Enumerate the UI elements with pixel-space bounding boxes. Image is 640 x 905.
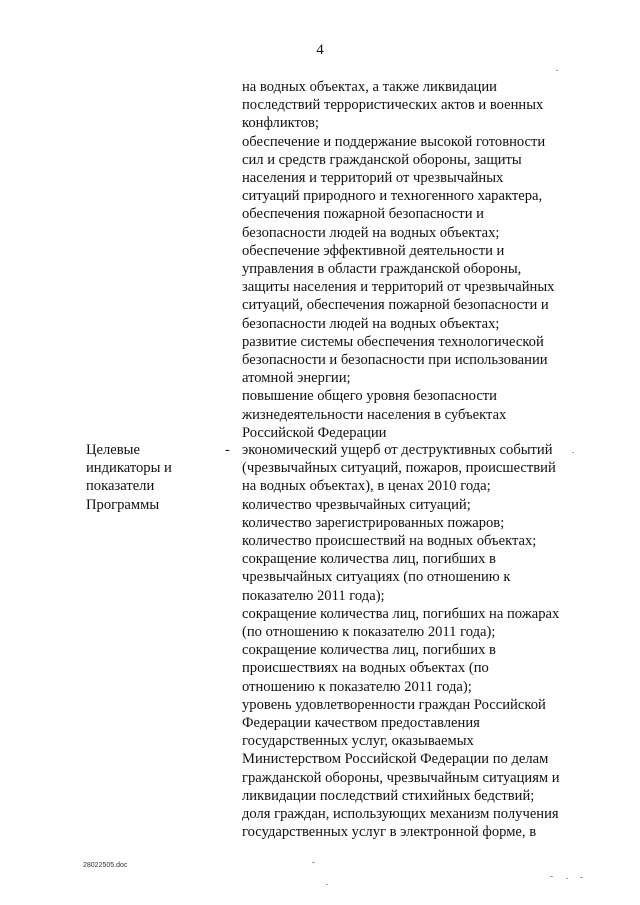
text-line: безопасности людей на водных объектах; <box>242 224 500 241</box>
scan-speck <box>566 878 568 879</box>
text-line: (чрезвычайных ситуаций, пожаров, происшествий <box>242 460 556 477</box>
text-line: количество происшествий на водных объектах; <box>242 533 537 550</box>
text-line: атомной энергии; <box>242 370 351 387</box>
text-line: жизнедеятельности населения в субъектах <box>242 406 507 423</box>
page-number: 4 <box>316 42 324 58</box>
scan-speck <box>556 70 558 71</box>
text-line: безопасности и безопасности при использовании <box>242 352 548 369</box>
text-line: на водных объектах), в ценах 2010 года; <box>242 478 491 495</box>
text-line: Программы <box>86 496 160 513</box>
indicators-list-text <box>242 441 582 841</box>
text-line: индикаторы и <box>86 460 172 477</box>
text-line: повышение общего уровня безопасности <box>242 388 497 405</box>
text-line: экономический ущерб от деструктивных событий <box>242 442 553 458</box>
indicators-section-label <box>86 441 216 514</box>
text-line: сокращение количества лиц, погибших на пожарах <box>242 605 560 622</box>
scan-speck <box>572 452 574 453</box>
objectives-continuation-text <box>242 78 582 442</box>
text-line: уровень удовлетворенности граждан Российской <box>242 696 546 713</box>
document-file-id: 28022505.doc <box>83 862 128 869</box>
text-line: на водных объектах, а также ликвидации <box>242 79 497 95</box>
text-line: (по отношению к показателю 2011 года); <box>242 624 496 641</box>
text-line: количество зарегистрированных пожаров; <box>242 514 505 531</box>
text-line: гражданской обороны, чрезвычайным ситуациям и <box>242 769 560 786</box>
scan-speck <box>312 862 315 863</box>
scan-speck <box>550 876 553 877</box>
text-line: сокращение количества лиц, погибших в <box>242 551 496 568</box>
text-line: сил и средств гражданской обороны, защиты <box>242 151 522 168</box>
text-line: управления в области гражданской обороны, <box>242 261 522 278</box>
text-line: обеспечения пожарной безопасности и <box>242 206 484 223</box>
text-line: защиты населения и территорий от чрезвычайных <box>242 279 555 296</box>
text-line: обеспечение и поддержание высокой готовности <box>242 133 546 150</box>
text-line: государственных услуг, оказываемых <box>242 733 474 750</box>
text-line: доля граждан, использующих механизм получения <box>242 806 559 823</box>
text-line: обеспечение эффективной деятельности и <box>242 242 505 259</box>
text-line: отношению к показателю 2011 года); <box>242 678 472 695</box>
text-line: количество чрезвычайных ситуаций; <box>242 496 471 513</box>
text-line: Министерством Российской Федерации по делам <box>242 751 549 768</box>
text-line: развитие системы обеспечения технологической <box>242 333 544 350</box>
text-line: безопасности людей на водных объектах; <box>242 315 500 332</box>
text-line: показателю 2011 года); <box>242 587 385 604</box>
text-line: ликвидации последствий стихийных бедствий; <box>242 787 535 804</box>
text-line: государственных услуг в электронной форме, в <box>242 824 537 841</box>
text-line: Целевые <box>86 442 140 458</box>
text-line: ситуаций природного и техногенного характера, <box>242 188 543 205</box>
text-line: Федерации качеством предоставления <box>242 715 480 732</box>
scan-speck <box>326 884 328 885</box>
text-line: сокращение количества лиц, погибших в <box>242 642 496 659</box>
text-line: ситуаций, обеспечения пожарной безопасности и <box>242 297 549 314</box>
text-line: происшествиях на водных объектах (по <box>242 660 489 677</box>
scan-speck <box>580 877 583 878</box>
text-line: показатели <box>86 478 155 495</box>
text-line: чрезвычайных ситуациях (по отношению к <box>242 569 511 586</box>
section-dash: - <box>225 442 230 458</box>
text-line: конфликтов; <box>242 115 319 132</box>
text-line: последствий террористических актов и военных <box>242 97 544 114</box>
text-line: населения и территорий от чрезвычайных <box>242 170 504 187</box>
text-line: Российской Федерации <box>242 424 387 441</box>
